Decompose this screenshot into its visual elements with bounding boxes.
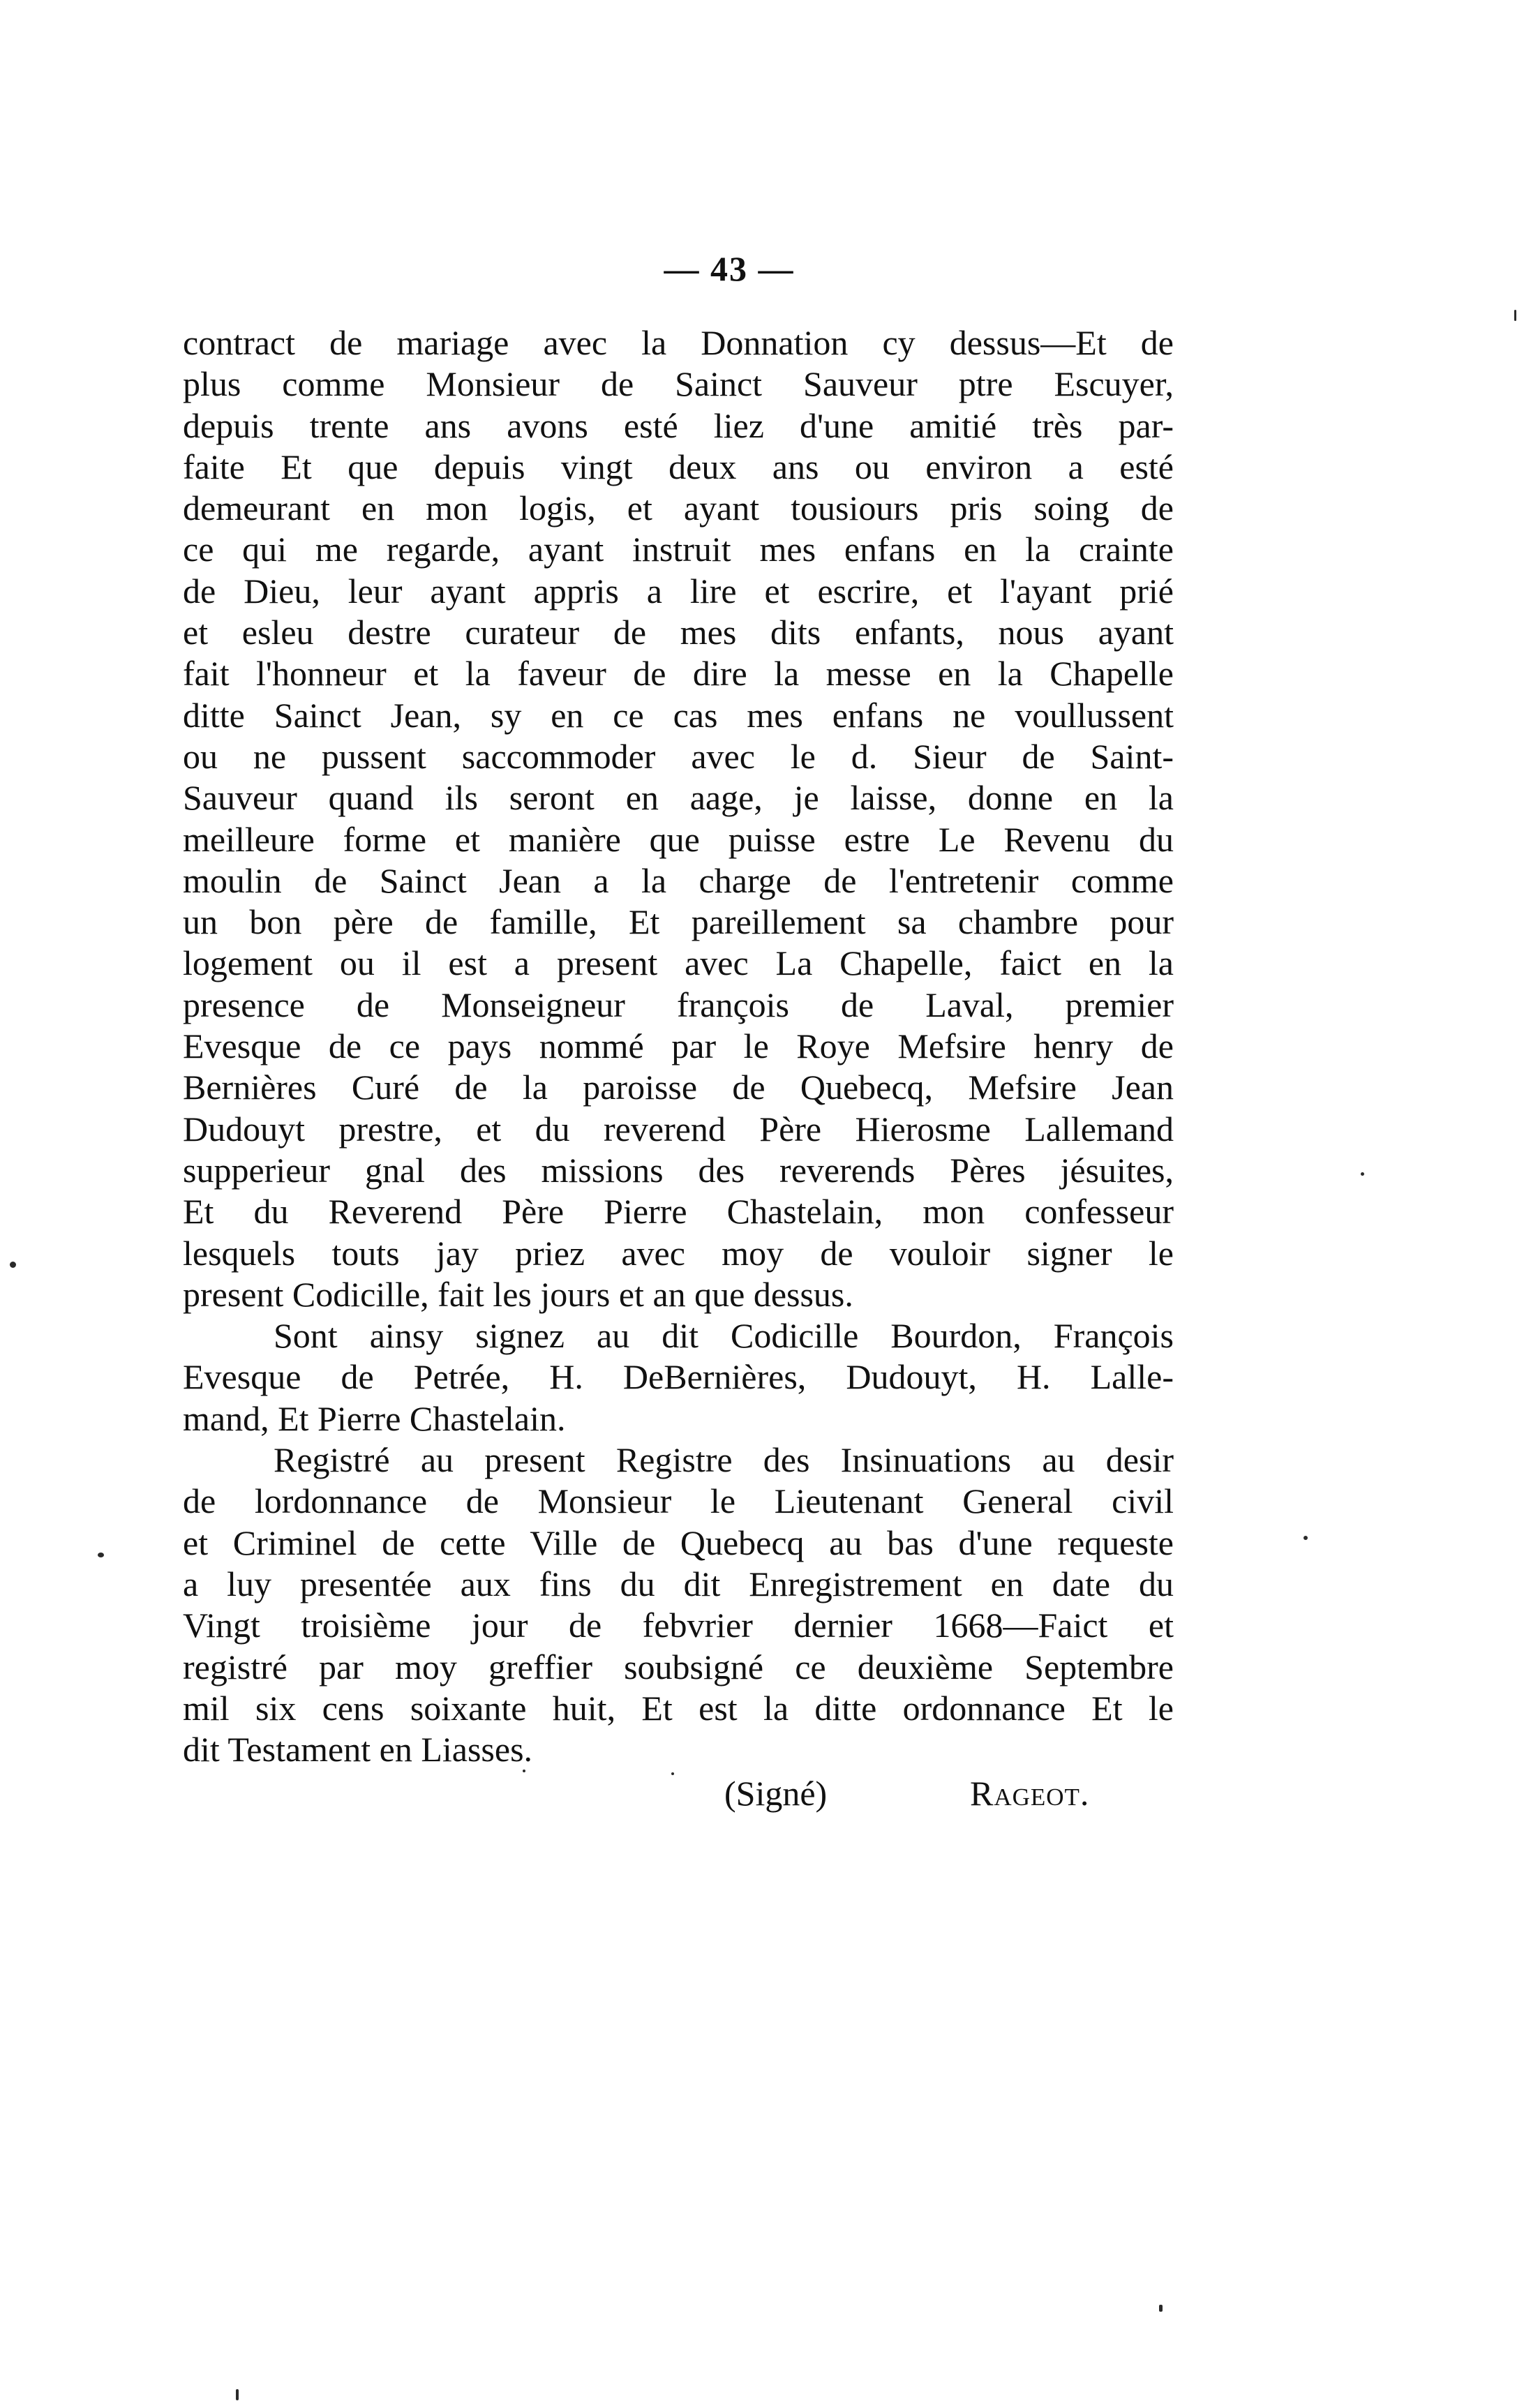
text-line: lesquels touts jay priez avec moy de vouloir signer le bbox=[183, 1233, 1174, 1273]
text-line: et Criminel de cette Ville de Quebecq au bas d'une requeste bbox=[183, 1523, 1174, 1562]
scan-speck bbox=[98, 1553, 104, 1557]
text-line: dit Testament en Liasses. bbox=[183, 1730, 533, 1770]
page-number: — 43 — bbox=[664, 249, 795, 288]
text-line: plus comme Monsieur de Sainct Sauveur ptre Escuyer, bbox=[183, 364, 1174, 404]
signature-prefix: (Signé) bbox=[724, 1774, 828, 1813]
text-line: de Dieu, leur ayant appris a lire et escrire, et l'ayant prié bbox=[183, 571, 1174, 611]
scan-speck bbox=[523, 1770, 525, 1772]
text-line: demeurant en mon logis, et ayant tousiours pris soing de bbox=[183, 488, 1174, 528]
text-line: faite Et que depuis vingt deux ans ou environ a esté bbox=[183, 447, 1174, 486]
text-line: Vingt troisième jour de febvrier dernier 1668—Faict et bbox=[183, 1606, 1174, 1645]
text-line: Evesque de ce pays nommé par le Roye Mefsire henry de bbox=[183, 1026, 1174, 1066]
scan-speck bbox=[236, 2389, 239, 2400]
signature-name: Rageot. bbox=[970, 1774, 1090, 1813]
text-line: logement ou il est a present avec La Chapelle, faict en la bbox=[183, 943, 1174, 983]
text-line: de lordonnance de Monsieur le Lieutenant General civil bbox=[183, 1481, 1174, 1521]
text-line: mil six cens soixante huit, Et est la ditte ordonnance Et le bbox=[183, 1688, 1174, 1728]
body-text bbox=[183, 322, 1174, 1770]
text-line: registré par moy greffier soubsigné ce deuxième Septembre bbox=[183, 1647, 1174, 1687]
text-line: ce qui me regarde, ayant instruit mes enfans en la crainte bbox=[183, 530, 1174, 569]
text-line: meilleure forme et manière que puisse estre Le Revenu du bbox=[183, 819, 1174, 859]
scan-speck bbox=[1303, 1536, 1308, 1540]
text-line: ou ne pussent saccommoder avec le d. Sieur de Saint- bbox=[183, 736, 1174, 776]
text-line: contract de mariage avec la Donnation cy dessus—Et de bbox=[183, 323, 1174, 362]
scan-speck bbox=[10, 1262, 16, 1268]
text-line: et esleu destre curateur de mes dits enfants, nous ayant bbox=[183, 613, 1174, 652]
scan-speck bbox=[1361, 1172, 1364, 1176]
text-line: mand, Et Pierre Chastelain. bbox=[183, 1398, 566, 1438]
scan-speck bbox=[671, 1772, 674, 1775]
text-line: Evesque de Petrée, H. DeBernières, Dudouyt, H. Lalle- bbox=[183, 1357, 1174, 1397]
scan-speck bbox=[1514, 310, 1516, 321]
text-line: un bon père de famille, Et pareillement sa chambre pour bbox=[183, 902, 1174, 942]
text-line: Et du Reverend Père Pierre Chastelain, mon confesseur bbox=[183, 1192, 1174, 1232]
text-line: ditte Sainct Jean, sy en ce cas mes enfans ne voullussent bbox=[183, 695, 1174, 735]
text-line: Sauveur quand ils seront en aage, je laisse, donne en la bbox=[183, 778, 1174, 818]
text-line: a luy presentée aux fins du dit Enregistrement en date du bbox=[183, 1564, 1174, 1603]
text-line: Registré au present Registre des Insinuations au desir bbox=[274, 1440, 1174, 1480]
text-line: Bernières Curé de la paroisse de Quebecq, Mefsire Jean bbox=[183, 1068, 1174, 1107]
text-line: Sont ainsy signez au dit Codicille Bourdon, François bbox=[274, 1316, 1174, 1356]
text-line: Dudouyt prestre, et du reverend Père Hierosme Lallemand bbox=[183, 1109, 1174, 1149]
scan-speck bbox=[1159, 2305, 1163, 2312]
text-line: supperieur gnal des missions des reverends Pères jésuites, bbox=[183, 1150, 1174, 1190]
text-line: presence de Monseigneur françois de Laval, premier bbox=[183, 985, 1174, 1024]
text-line: fait l'honneur et la faveur de dire la messe en la Chapelle bbox=[183, 654, 1174, 694]
text-line: present Codicille, fait les jours et an que dessus. bbox=[183, 1274, 853, 1314]
text-line: moulin de Sainct Jean a la charge de l'entretenir comme bbox=[183, 860, 1174, 900]
text-line: depuis trente ans avons esté liez d'une amitié très par- bbox=[183, 405, 1174, 445]
